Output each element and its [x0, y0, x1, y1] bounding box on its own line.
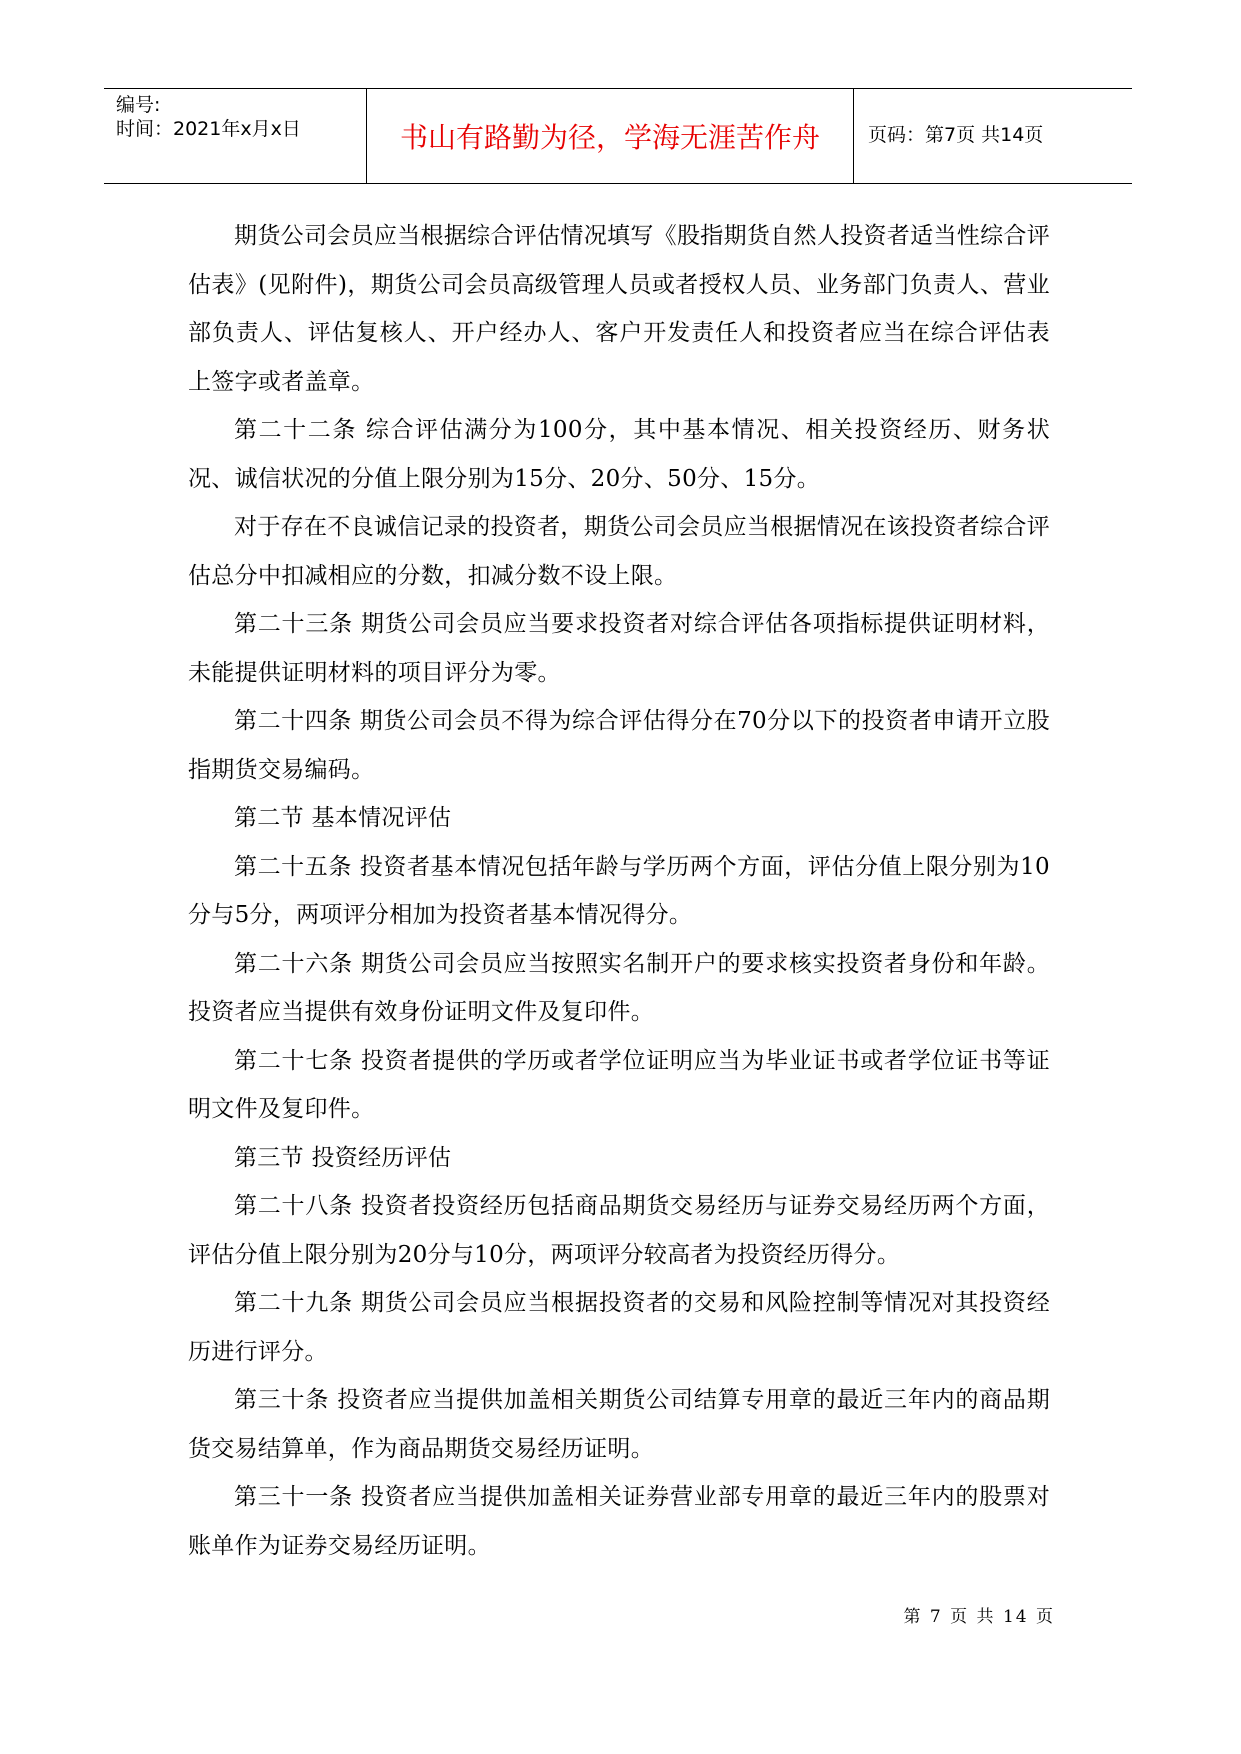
paragraph: 对于存在不良诚信记录的投资者，期货公司会员应当根据情况在该投资者综合评估总分中扣减相应的分数，扣减分数不设上限。 — [188, 514, 1050, 589]
paragraph: 第二十九条 期货公司会员应当根据投资者的交易和风险控制等情况对其投资经历进行评分。 — [188, 1290, 1050, 1365]
paragraph: 第三十一条 投资者应当提供加盖相关证券营业部专用章的最近三年内的股票对账单作为证券交易经历证明。 — [188, 1484, 1050, 1559]
document-time-label: 时间：2021年x月x日 — [116, 118, 301, 140]
paragraph: 期货公司会员应当根据综合评估情况填写《股指期货自然人投资者适当性综合评估表》(见附件)，期货公司会员高级管理人员或者授权人员、业务部门负责人、营业部负责人、评估复核人、开户经办人、客户开发责任人和投资者应当在综合评估表上签字或者盖章。 — [188, 223, 1050, 395]
page-footer: 第 7 页 共 14 页 — [903, 1607, 1055, 1627]
section-heading: 第二节 基本情况评估 — [234, 805, 452, 831]
header-page-info: 页码：第7页 共14页 — [868, 124, 1044, 146]
header-motto-cell — [366, 89, 854, 183]
header-page-cell — [854, 89, 1132, 183]
paragraph: 第二十三条 期货公司会员应当要求投资者对综合评估各项指标提供证明材料，未能提供证明材料的项目评分为零。 — [188, 611, 1050, 686]
header-info-cell — [104, 89, 366, 183]
paragraph: 第二十六条 期货公司会员应当按照实名制开户的要求核实投资者身份和年龄。投资者应当提供有效身份证明文件及复印件。 — [188, 950, 1050, 1025]
page-header — [104, 88, 1132, 184]
document-number-label: 编号: — [116, 94, 161, 116]
paragraph: 第二十八条 投资者投资经历包括商品期货交易经历与证券交易经历两个方面，评估分值上限分别为20分与10分，两项评分较高者为投资经历得分。 — [188, 1193, 1050, 1268]
header-motto: 书山有路勤为径，学海无涯苦作舟 — [399, 121, 820, 154]
paragraph: 第二十二条 综合评估满分为100分，其中基本情况、相关投资经历、财务状况、诚信状况的分值上限分别为15分、20分、50分、15分。 — [188, 417, 1050, 492]
paragraph: 第二十四条 期货公司会员不得为综合评估得分在70分以下的投资者申请开立股指期货交易编码。 — [188, 708, 1050, 783]
document-body — [188, 212, 1050, 1570]
paragraph: 第二十七条 投资者提供的学历或者学位证明应当为毕业证书或者学位证书等证明文件及复印件。 — [188, 1047, 1050, 1122]
paragraph: 第二十五条 投资者基本情况包括年龄与学历两个方面，评估分值上限分别为10分与5分，两项评分相加为投资者基本情况得分。 — [188, 853, 1050, 928]
paragraph: 第三十条 投资者应当提供加盖相关期货公司结算专用章的最近三年内的商品期货交易结算单，作为商品期货交易经历证明。 — [188, 1387, 1050, 1462]
section-heading: 第三节 投资经历评估 — [234, 1144, 452, 1171]
